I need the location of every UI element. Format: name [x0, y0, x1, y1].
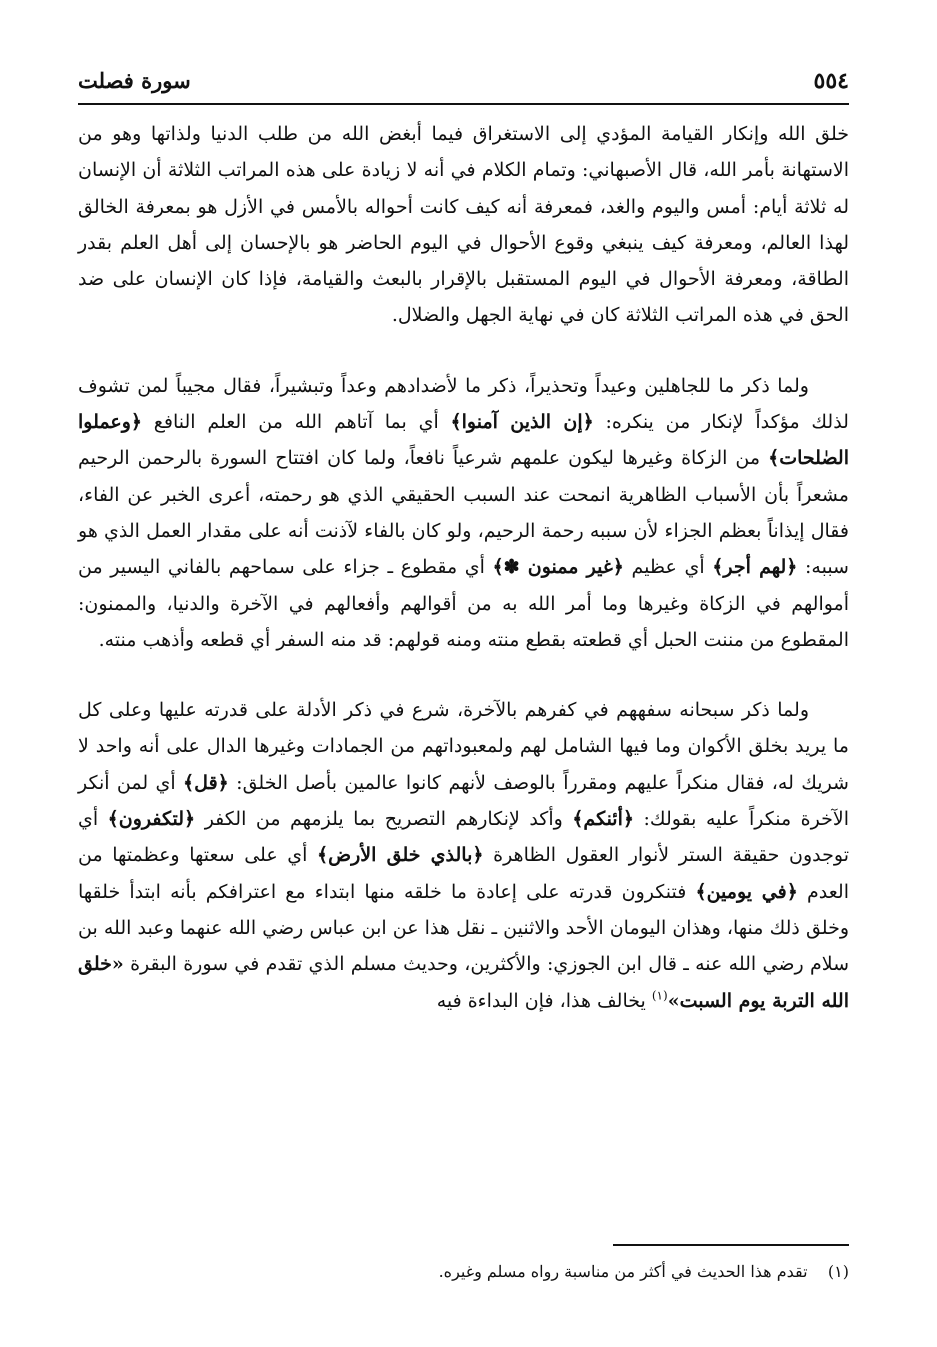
paragraph-text: أي توجدون حقيقة الستر لأنوار العقول الظاهرة — [78, 808, 849, 867]
paragraph-text: أي بما آتاهم الله من العلم النافع — [142, 411, 451, 434]
quran-quote: ﴿وعملوا الصٰلحات﴾ — [78, 411, 849, 470]
footnote-reference: (١) — [651, 988, 668, 1003]
paragraph-text: يخالف هذا، فإن البداءة فيه — [436, 989, 652, 1012]
quran-quote: ﴿بالذي خلق الأرض﴾ — [317, 844, 484, 867]
paragraph-text: ولما ذكر سبحانه سفههم في كفرهم بالآخرة، شرع في ذكر الأدلة على قدرته عليها وعلى كل ما يريد بخلق الأكوان وما فيها الشامل لهم ولمعبوداتهم من الجمادات وغيرها الدال على أنه واحد لا شريك له، فقال منكراً عليهم ومقرراً بالوصف لأنهم كانوا عالمين بأصل الخلق: — [78, 699, 849, 794]
paragraph-text: أي مقطوع ـ جزاء على سماحهم بالفاني اليسير من أموالهم في الزكاة وغيرها وما أمر الله به من أقوالهم وأفعالهم في الآخرة والدنيا، والممنون: المقطوع من مننت الحبل أي قطعته بقطع منته ومنه قولهم: قد منه السفر أي قطعه وأذهب منته. — [78, 556, 849, 651]
quran-quote: ﴿غير ممنون ✽﴾ — [492, 556, 624, 579]
quran-quote: ﴿في يومين﴾ — [695, 880, 798, 903]
paragraph — [78, 692, 849, 1019]
surah-title: سورة فصلت — [78, 68, 191, 93]
page-number: ٥٥٤ — [813, 68, 849, 94]
paragraph-text: وأكد لإنكارهم التصريح بما يلزمهم من الكفر — [195, 808, 573, 831]
paragraph-text: أي لمن أنكر الآخرة منكراً عليه بقولك: — [78, 771, 849, 831]
quran-quote: ﴿لتكفرون﴾ — [107, 808, 196, 831]
header-rule — [78, 103, 849, 105]
footnote-text: تقدم هذا الحديث في أكثر من مناسبة رواه مسلم وغيره. — [438, 1262, 808, 1281]
paragraph — [78, 368, 849, 658]
footnote-number: (١) — [827, 1262, 849, 1281]
paragraph-text: من الزكاة وغيرها ليكون علمهم شرعياً نافعاً، ولما كان افتتاح السورة بالرحمن الرحيم مشعراً بأن الأسباب الظاهرية انمحت عند السبب الحقيقي الذي هو رحمته، أعرى الخبر عن الفاء، فقال إيذاناً بعظم الجزاء لأن سببه رحمة الرحيم، ولو كان بالفاء لآذنت أنه على مقدار العمل الذي هو سببه: — [78, 447, 849, 579]
body-text — [78, 116, 849, 1019]
paragraph-gap — [78, 334, 849, 368]
quran-quote: «خلق الله التربة يوم السبت» — [78, 953, 849, 1012]
paragraph-text: خلق الله وإنكار القيامة المؤدي إلى الاستغراق فيما أبغض الله من طلب الدنيا ولذاتها وهو من الاستهانة بأمر الله، قال الأصبهاني: وتمام الكلام في أنه لا زيادة على هذه المراتب الثلاثة أن الإنسان له ثلاثة أيام: أمس واليوم والغد، فمعرفة أنه كيف كانت أحواله بالأمس في الأزل هو بمعرفة الخالق لهذا العالم، ومعرفة كيف ينبغي وقوع الأحوال في اليوم الحاضر هو بالإحسان إلى أهل العلم بقدر الطاقة، ومعرفة الأحوال في اليوم المستقبل بالإقرار بالبعث والقيامة، فإذا كان الإنسان على ضد الحق في هذه المراتب الثلاثة كان في نهاية الجهل والضلال. — [78, 123, 849, 327]
paragraph-text: ولما ذكر ما للجاهلين وعيداً وتحذيراً، ذكر ما لأضدادهم وعداً وتبشيراً، فقال مجيباً لمن تشوف لذلك مؤكداً لإنكار من ينكره: — [78, 374, 849, 434]
paragraph — [78, 116, 849, 334]
footnote — [78, 1260, 849, 1284]
paragraph-text: أي على سعتها وعظمتها من العدم — [78, 844, 849, 903]
quran-quote: ﴿أئنكم﴾ — [572, 808, 635, 831]
paragraph-text: فتنكرون قدرته على إعادة ما خلقه منها ابتداء مع اعترافكم بأنه ابتدأ خلقها وخلق ذلك منها، وهذان اليومان الأحد والاثنين ـ نقل هذا عن ابن عباس رضي الله عنهما وعبد الله بن سلام رضي الله عنه ـ قال ابن الجوزي: والأكثرين، وحديث مسلم الذي تقدم في سورة البقرة — [78, 880, 849, 976]
paragraph-gap — [78, 658, 849, 692]
quran-quote: ﴿لهم أجر﴾ — [712, 556, 798, 579]
page-header — [78, 62, 849, 102]
quran-quote: ﴿إن الذين آمنوا﴾ — [450, 411, 594, 434]
paragraph-text: أي عظيم — [623, 556, 713, 579]
footnote-rule — [613, 1244, 849, 1246]
quran-quote: ﴿قل﴾ — [183, 771, 229, 794]
